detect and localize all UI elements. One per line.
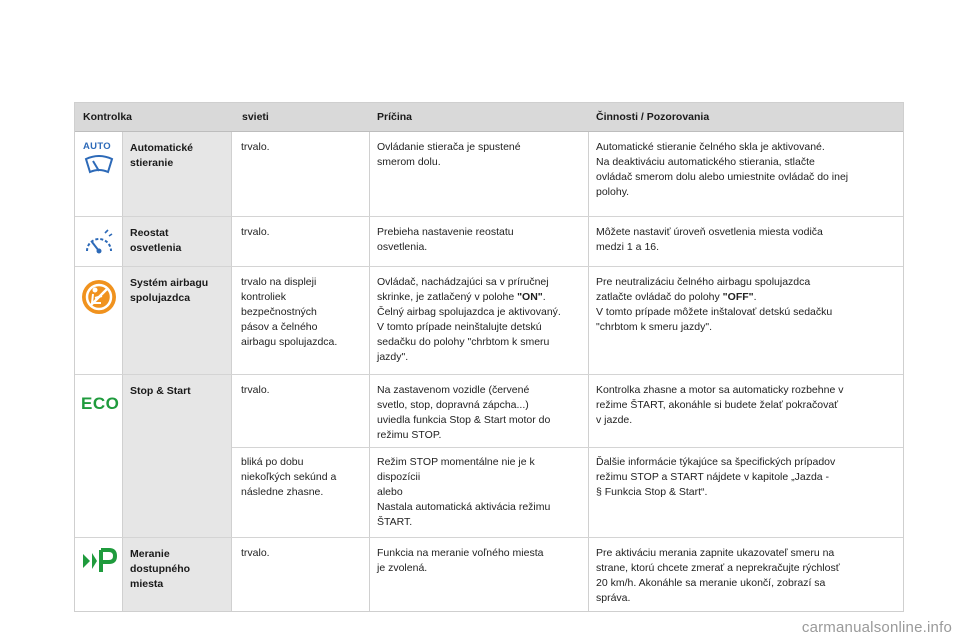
row-label: Meranie dostupného miesta (130, 548, 191, 590)
row-state: trvalo. (241, 384, 270, 396)
table-row (75, 538, 903, 611)
row-action: Automatické stieranie čelného skla je aktivované. Na deaktiváciu automatického stierania, stlačte ovládač smerom dolu alebo umiestnite ovládač do inej polohy. (596, 141, 849, 198)
row-cause: Na zastavenom vozidle (červené svetlo, stop, dopravná zápcha...) uviedla funkcia Stop & Start motor do režimu STOP. (377, 384, 551, 441)
row-action: Môžete nastaviť úroveň osvetlenia miesta vodiča medzi 1 a 16. (596, 226, 823, 253)
row-cause: Ovládanie stierača je spustené smerom dolu. (377, 141, 521, 168)
auto-wiper-icon (84, 155, 114, 175)
row-cause: Prebieha nastavenie reostatu osvetlenia. (377, 226, 514, 253)
table-row (75, 217, 903, 267)
row-action-2: Ďalšie informácie týkajúce sa špecifických prípadov režimu STOP a START nájdete v kapitole „Jazda - § Funkcia Stop & Start“. (596, 456, 836, 498)
footer-watermark: carmanualsonline.info (801, 619, 952, 636)
table-header (75, 103, 903, 132)
table-row (75, 267, 903, 375)
row-cause: Funkcia na meranie voľného miesta je zvolená. (377, 547, 544, 574)
row-state: trvalo. (241, 226, 270, 238)
row-state: trvalo na displeji kontroliek bezpečnostných pásov a čelného airbagu spolujazdca. (241, 276, 338, 348)
row-state-2: bliká po dobu niekoľkých sekúnd a následne zhasne. (241, 456, 337, 498)
row-action: Kontrolka zhasne a motor sa automaticky rozbehne v režime ŠTART, akonáhle si budete želať pokračovať v jazde. (596, 384, 844, 426)
row-label: Systém airbagu spolujazdca (130, 277, 209, 304)
dashboard-dial-icon (83, 227, 115, 257)
passenger-airbag-off-icon (81, 279, 117, 315)
row-action: Pre neutralizáciu čelného airbagu spolujazdca zatlačte ovládač do polohy "OFF". V tomto prípade môžete inštalovať detskú sedačku "chrbtom k smeru jazdy". (596, 276, 833, 333)
table-row (75, 375, 903, 538)
header-pricina: Príčina (377, 111, 413, 123)
eco-stop-start-icon: ECO (81, 394, 120, 413)
header-kontrolka: Kontrolka (83, 111, 133, 123)
row-label: Reostat osvetlenia (130, 227, 182, 254)
row-label: Stop & Start (130, 385, 191, 397)
warning-lights-table (74, 102, 904, 612)
parking-sensor-icon (81, 548, 119, 574)
row-label: Automatické stieranie (130, 142, 194, 169)
row-cause: Ovládač, nachádzajúci sa v príručnej skrinke, je zatlačený v polohe "ON". Čelný airbag spolujazdca je aktivovaný. V tomto prípade neinštalujte detskú sedačku do polohy "chrbtom k smeru jazdy". (377, 276, 561, 363)
auto-wiper-icon-text: AUTO (83, 141, 111, 152)
row-state: trvalo. (241, 547, 270, 559)
header-svieti: svieti (242, 111, 269, 123)
header-cinnosti: Činnosti / Pozorovania (596, 111, 710, 123)
row-cause-2: Režim STOP momentálne nie je k dispozícii alebo Nastala automatická aktivácia režimu ŠTART. (377, 456, 551, 528)
table-row (75, 132, 903, 217)
row-action: Pre aktiváciu merania zapnite ukazovateľ smeru na strane, ktorú chcete zmerať a neprekračujte rýchlosť 20 km/h. Akonáhle sa meranie ukončí, zobrazí sa správa. (596, 547, 840, 604)
row-state: trvalo. (241, 141, 270, 153)
